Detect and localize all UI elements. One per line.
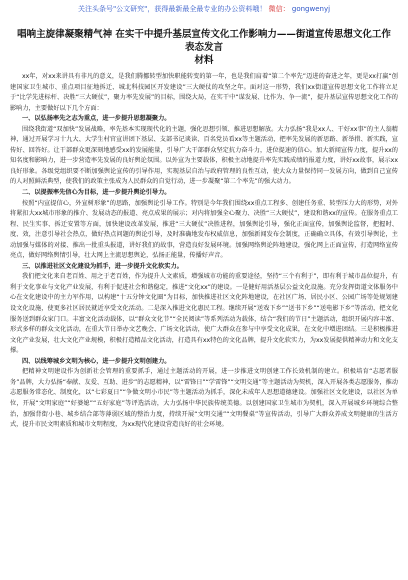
banner-wechat-id: gongwenyj — [291, 5, 331, 13]
section-heading-4: 四、以线筹城乡文明为核心，进一步提升文明创建力。 — [22, 357, 171, 365]
section-2-paragraph: 按照“内宣提信心，外宣树形象”的思路，加强舆论引导工作。特别是今年我们围绕xx重点工程多、创建任务重、转型压力大的形势，对外将紧扣大xx城市形象的推介、发展动态的报道、亮点成果的展示；对内将加强全心聚力、决胜“三大硬仗”，建设和谐xx的宣传。在服务重点工程、民生实事、拆迁安置等方面，加快建设改革发展，推进“三大硬仗”决胜进程，加强舆论引导，强化正面宣传，加强舆论监督，把握时、度、效，注意引导社会热点，做好热点问题的舆论引导，及时准确地发布权威信息，加强新闻发布会制度，正确确立具体，有效引导舆论，主动加强与媒体的对接、推出一批重头报道，讲好我们的故事，营造良好发展环境。加强网络舆论阵地建设，强化网上正面宣传，打造网络宣传亮点，做好网络舆情引导，壮大网上主流思想舆论，弘扬正能量，传播好声音。 — [10, 199, 398, 260]
section-heading-3: 三、以推进社区文化建设为抓手，进一步提升文化软实力。 — [22, 262, 183, 270]
document-title — [16, 28, 392, 67]
banner-left-text: 关注头条号"公文研究"，获得最新最全最专业的办公资料哦！ — [77, 5, 267, 13]
banner-wechat-label: 微信： — [268, 5, 290, 13]
intro-paragraph: xx年，对xx来讲具有非凡的意义，是我们腾挪转型加快职能转变的第一年，也是我们肩着“第二个率先”迈进的奋进之年，更是xx打赢“创建国家卫生城市、重点项目征地拆迁、城北科技园区开发建设”三大硬仗的攻坚之年。面对这一形势，我们xx街道宣传思想文化工作将立足于“比学先进标杆、决胜“三大硬仗”，聚力率先发展”的目标，围绕大局，在实干中“谋发展、比作为、争一流”，提升基层宣传思想文化工作的影响力，主要做好以下几个方面： — [10, 73, 398, 112]
header-banner — [10, 4, 398, 16]
section-heading-1: 一、以弘扬率先之志为重点，进一步提升思想凝聚力。 — [22, 115, 171, 123]
section-1-paragraph: 围绕我街道“双加快”发展战略，率先基本实现现代化的主题，强化思想引领、推进思想解放。大力弘扬“我是xx人、干好xx事”的主人翁精神，通过开展学习十九大、大学生村官宣讲团下基层、支部书记谈读、百名党员看xx等主题活动，把率先发展的新思路、新举措、新实践，宣传好、回答好。让干部群众更深刻地感受xx的发展能量，引导广大干部群众坚定抗力奋斗力，进位提速的信心。加大新闻宣传力度，提升xx的知名度和影响力，进一步营造率先发展的良好舆论氛围。以外宣为主要载体，积极主动地提升率先实践成绩的报道力度，讲好xx故事，展示xx良好形象。各级党组织要不断加强舆论宣传的引导作用，实现基层自治与政府管理的良性互动，使大众力量保持同一发展方向，做到自己宣传的人对照鲜活典型，使我们的政策主张成为人民群众的自觉行动，进一步凝聚“第二个率先”的强大动力。 — [10, 125, 398, 186]
section-4-paragraph: 把精神文明建设作为创新社会管理的重要抓手，通过主题活动的开展，进一步推进文明创建工作长效机制的建立。积极培育“志愿者服务”品牌，大力弘扬“奉献、友爱、互助、进步”的志愿精神，以“雷锋日”“学雷锋”“文明交通”等主题活动为契机，深入开展各类志愿服务，推动志愿服务常态化、制度化，以“七彩夏日”“争做文明小市民”等主题活动为抓手，深化未成年人思想道德建设。加强社区文化建设，以社区为单位，开展“文明家庭”“好婆媳”“五好家庭”等评选活动，大力弘扬中华民族传统美德。以创建国家卫生城市为契机，深入开展城乡环境综合整治，加强背街小巷、城乡结合部等薄弱区域的整治力度，持续开展“文明交通”“文明餐桌”等宣传活动，引导广大群众养成文明健康的生活方式，提升市民文明素质和城市文明程度，为xx现代化建设营造良好的社会环境。 — [10, 368, 398, 429]
document-body — [10, 72, 398, 431]
title-line-2: 材料 — [194, 55, 214, 66]
section-heading-2: 二、以提振率先信心为目标，进一步提升舆论引导力。 — [22, 189, 171, 197]
title-line-1: 唱响主旋律凝聚精气神 在实干中提升基层宣传文化工作影响力——街道宣传思想文化工作表态发言 — [17, 29, 391, 53]
section-3-paragraph: 我们把文化来自老百姓、用之于老百姓，作为提升人文素质，增强城市功能的重要途径，坚持“三个有利于”，即有利于城市品位提升，有利于文化事业与文化产业发展，有利于促进社会和谐稳定，推进“文化xx”的建设。一是健好用活基层公益文化设施。充分发挥街道文体服务中心在文化建设中的主力军作用，以构建“十五分钟文化圈”为目标，加快推进社区文化阵地建设，在社区广场、居民小区、公园广场等处规划建设文化设施，使更多社区居民就近享受文化活动。二是深入推进文化惠民工程。继续开展“送戏下乡”“送书下乡”“送电影下乡”等活动，把文化服务送到群众家门口。丰富文化活动载体，以“群众文化节”“全民阅读”等系列活动为载体，结合“我们的节日”主题活动，组织开展内容丰富、形式多样的群众文化活动，在重大节日举办文艺晚会、广场文化活动，使广大群众在参与中享受文化成果，在文化中增进团结。三是积极推进文化产业发展，壮大文化产业规模，积极打造精品文化活动，打造具有xx特色的文化品牌，提升文化软实力，为xx发展提供精神动力和文化支撑。 — [10, 273, 398, 355]
